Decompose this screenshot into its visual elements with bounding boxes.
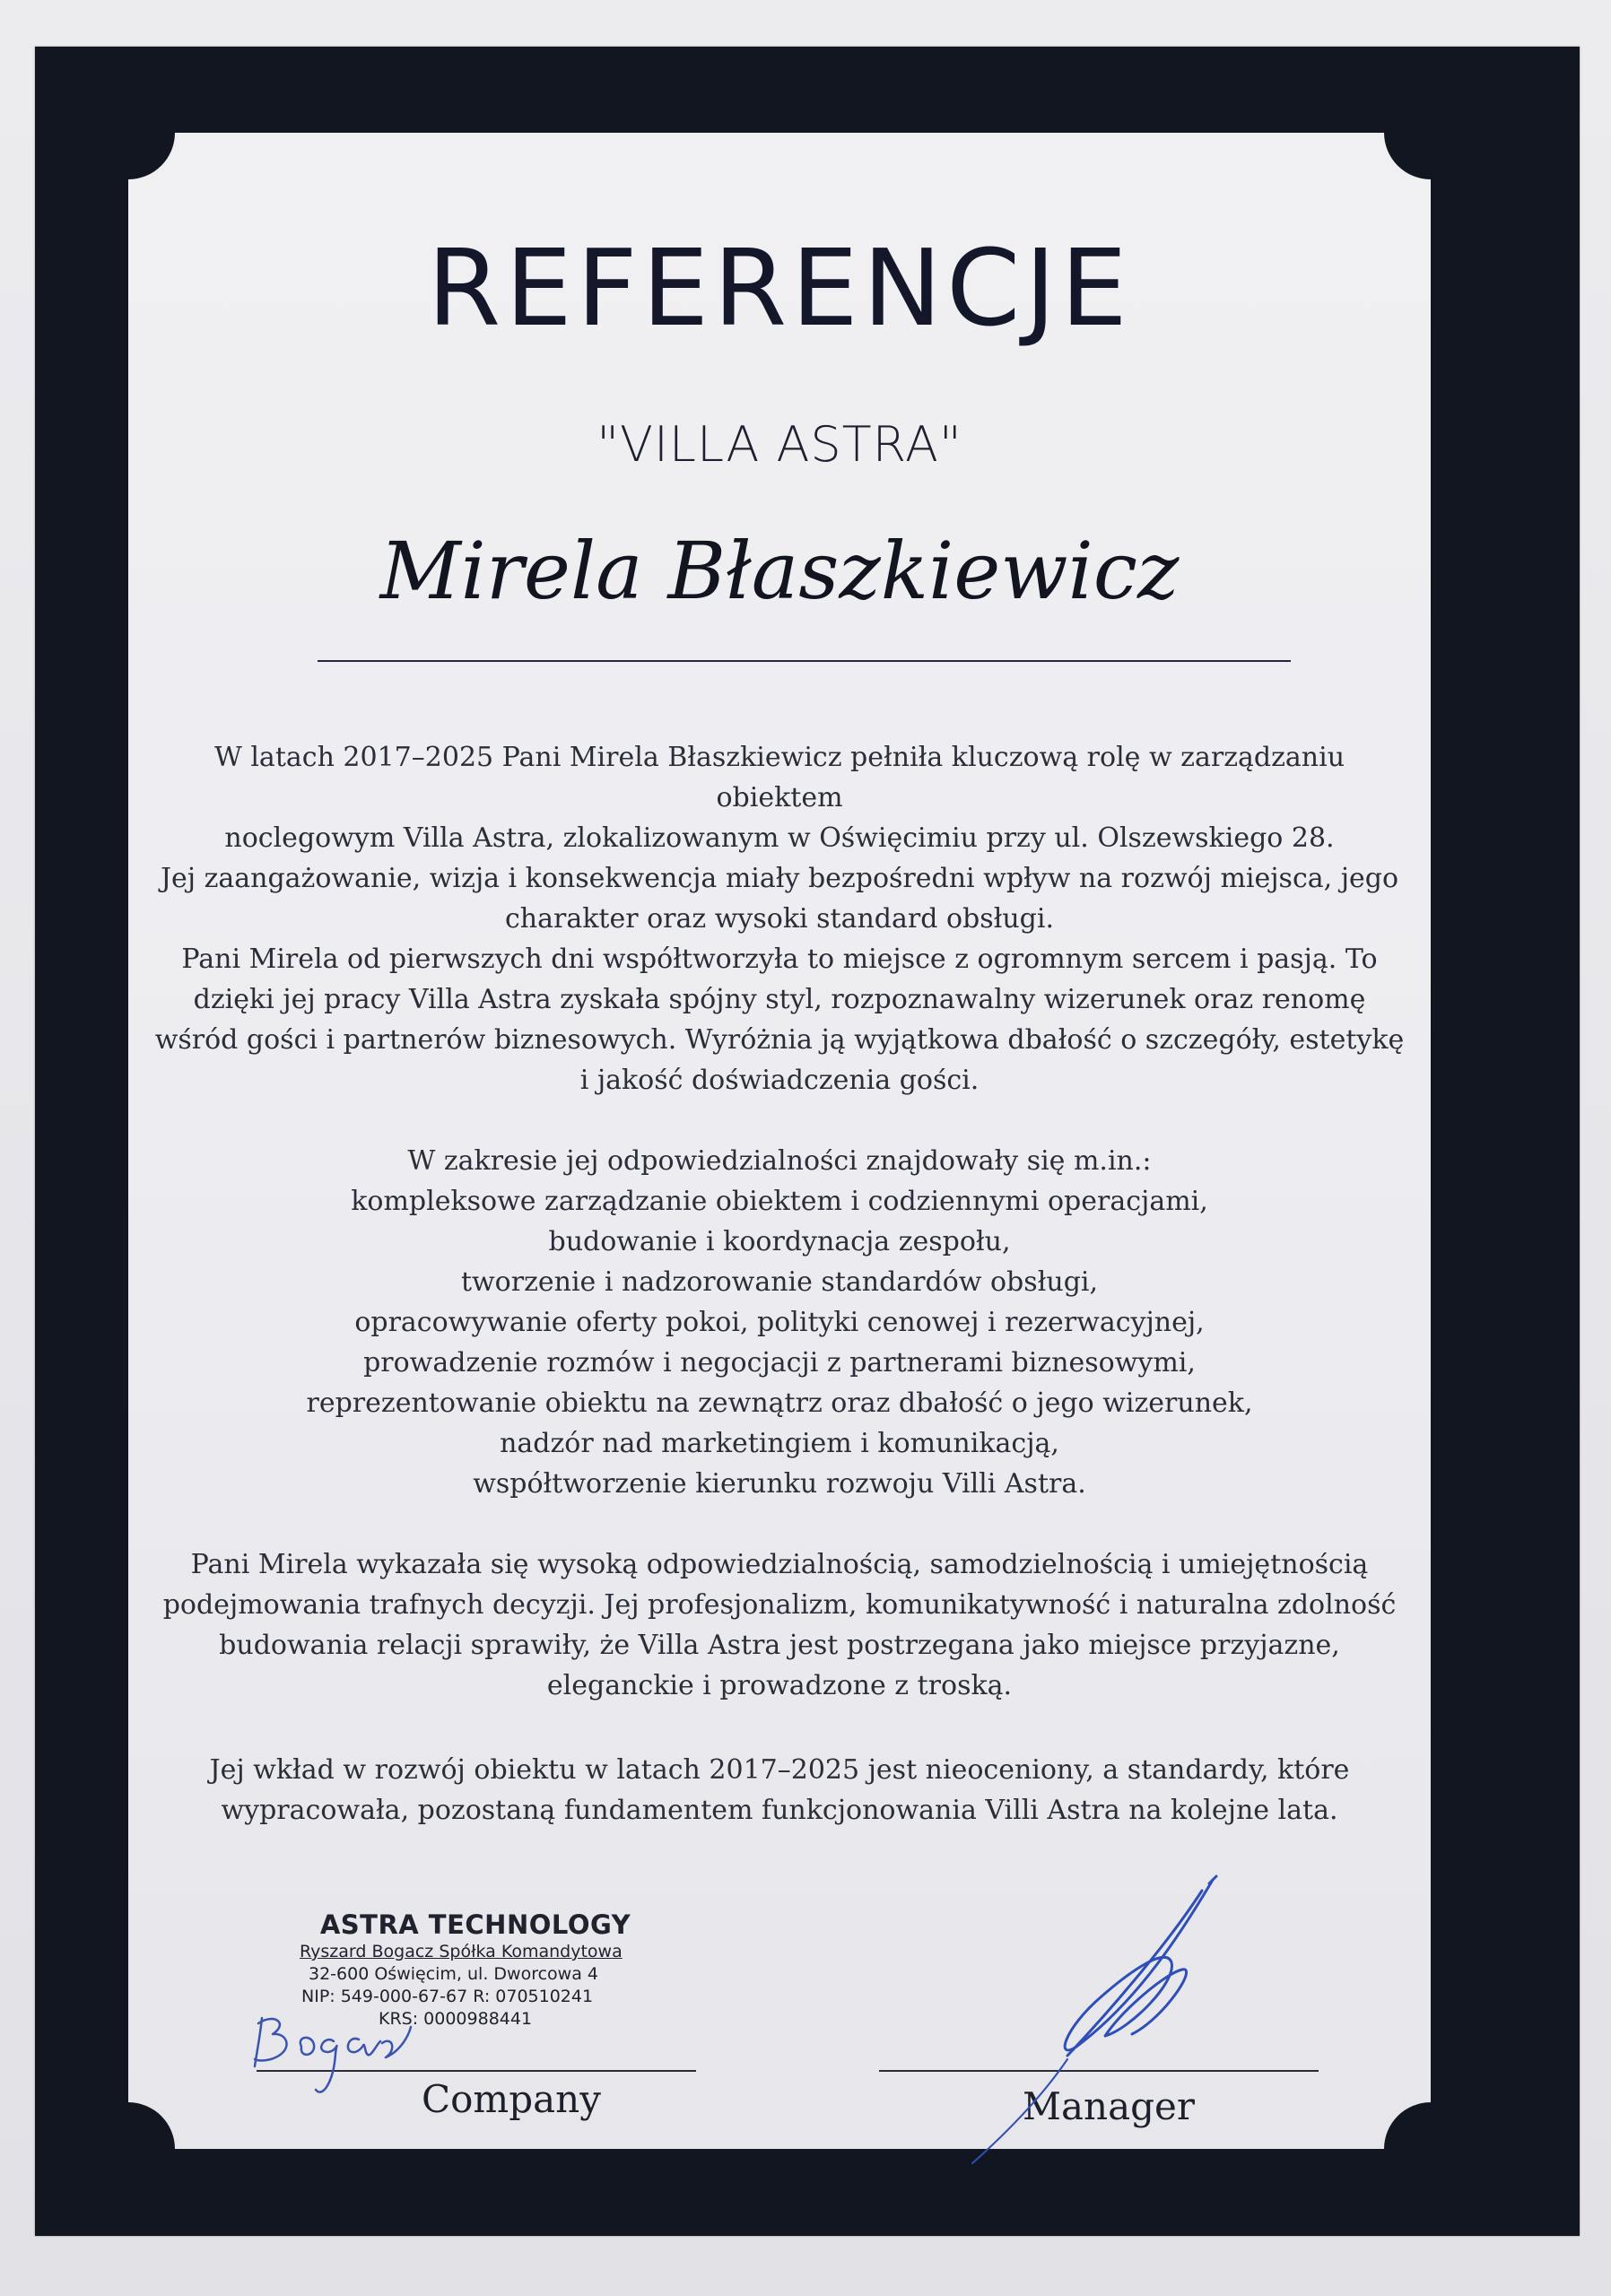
responsibility-item: prowadzenie rozmów i negocjacji z partnerami biznesowymi, — [363, 1347, 1196, 1378]
document-title: REFERENCJE — [427, 226, 1132, 350]
manager-label: Manager — [1023, 2084, 1195, 2128]
text-line: wśród gości i partnerów biznesowych. Wyróżnia ją wyjątkowa dbałość o szczegóły, estetykę — [154, 1024, 1405, 1056]
stamp-line: NIP: 549-000-67-67 R: 070510241 — [301, 1987, 594, 2006]
stamp-line: Ryszard Bogacz Spółka Komandytowa — [300, 1942, 623, 1961]
text-line: W latach 2017–2025 Pani Mirela Błaszkiewicz pełniła kluczową rolę w zarządzaniu obiektem — [213, 742, 1345, 813]
text-line: charakter oraz wysoki standard obsługi. — [505, 903, 1054, 935]
company-signature — [255, 2018, 411, 2092]
text-line: Jej zaangażowanie, wizja i konsekwencja miały bezpośredni wpływ na rozwój miejsca, jego — [160, 863, 1399, 894]
responsibility-item: współtworzenie kierunku rozwoju Villi Astra. — [473, 1468, 1086, 1500]
text-line: i jakość doświadczenia gości. — [579, 1065, 980, 1096]
responsibility-item: budowanie i koordynacja zespołu, — [548, 1226, 1011, 1257]
text-line: Pani Mirela wykazała się wysoką odpowiedzialnością, samodzielnością i umiejętnością — [190, 1549, 1369, 1580]
responsibility-item: nadzór nad marketingiem i komunikacją, — [500, 1428, 1059, 1459]
text-line: noclegowym Villa Astra, zlokalizowanym w Oświęcimiu przy ul. Olszewskiego 28. — [224, 822, 1335, 854]
company-label: Company — [422, 2077, 601, 2121]
stamp-line: KRS: 0000988441 — [379, 2009, 533, 2029]
text-line: eleganckie i prowadzone z troską. — [546, 1670, 1013, 1701]
stamp-company-name: ASTRA TECHNOLOGY — [319, 1909, 631, 1940]
text-line: Pani Mirela od pierwszych dni współtworzyła to miejsce z ogromnym sercem i pasją. To — [181, 944, 1378, 975]
document-subtitle: "VILLA ASTRA" — [597, 416, 962, 473]
responsibility-item: opracowywanie oferty pokoi, polityki cenowej i rezerwacyjnej, — [354, 1307, 1205, 1338]
responsibility-item: kompleksowe zarządzanie obiektem i codziennymi operacjami, — [351, 1186, 1208, 1217]
text-line: Jej wkład w rozwój obiektu w latach 2017–2025 jest nieoceniony, a standardy, które — [209, 1754, 1350, 1786]
text-line: budowania relacji sprawiły, że Villa Astra jest postrzegana jako miejsce przyjazne, — [219, 1630, 1340, 1661]
responsibilities-heading: W zakresie jej odpowiedzialności znajdowały się m.in.: — [407, 1145, 1152, 1177]
responsibility-item: tworzenie i nadzorowanie standardów obsługi, — [460, 1266, 1099, 1298]
text-line: dzięki jej pracy Villa Astra zyskała spójny styl, rozpoznawalny wizerunek oraz renomę — [193, 984, 1366, 1015]
responsibility-item: reprezentowanie obiektu na zewnątrz oraz dbałość o jego wizerunek, — [306, 1387, 1253, 1419]
person-name: Mirela Błaszkiewicz — [379, 525, 1180, 617]
stamp-line: 32-600 Oświęcim, ul. Dworcowa 4 — [309, 1964, 598, 1984]
text-line: podejmowania trafnych decyzji. Jej profesjonalizm, komunikatywność i naturalna zdolność — [162, 1589, 1397, 1621]
text-line: wypracowała, pozostaną fundamentem funkcjonowania Villi Astra na kolejne lata. — [221, 1795, 1338, 1826]
manager-signature — [972, 1876, 1216, 2163]
